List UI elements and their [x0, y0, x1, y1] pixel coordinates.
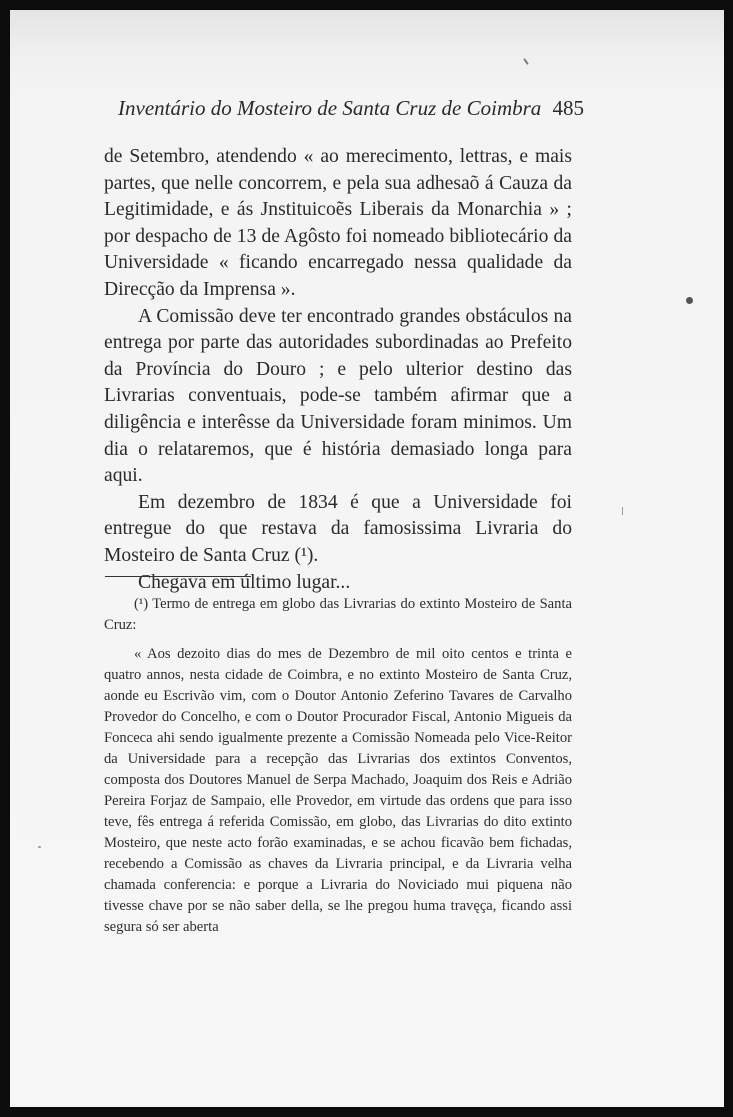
scan-speck: [686, 297, 693, 304]
page-number: 485: [552, 96, 584, 120]
scan-speck: [622, 507, 623, 515]
paragraph: Em dezembro de 1834 é que a Universidade foi entregue do que restava da famosissima Livraria do Mosteiro de Santa Cruz (¹).: [104, 491, 572, 566]
paragraph: A Comissão deve ter encontrado grandes obstáculos na entrega por parte das autoridades subordinadas ao Prefeito da Província do Douro ; e pelo ulterior destino das Livrarias conventuais, pode-se também afirmar que a diligência e interêsse da Universidade foram minimos. Um dia o relataremos, que é história demasiado longa para aqui.: [104, 305, 572, 487]
running-header: [118, 96, 584, 121]
running-title: Inventário do Mosteiro de Santa Cruz de Coimbra: [118, 96, 542, 120]
footnote-divider: [105, 576, 251, 577]
scan-speck: [523, 58, 529, 65]
main-text: [104, 144, 572, 596]
footnotes: [104, 594, 572, 938]
footnote-intro: (¹) Termo de entrega em globo das Livrarias do extinto Mosteiro de Santa Cruz:: [104, 596, 572, 633]
paragraph: Chegava em último lugar...: [138, 571, 351, 593]
scan-speck: [38, 846, 41, 848]
paragraph-continuation: de Setembro, atendendo « ao merecimento, lettras, e mais partes, que nelle concorrem, e pela sua adhesaõ á Cauza da Legitimidade, e ás Jnstituicoẽs Liberais da Monarchia » ; por despacho de 13 de Agôsto foi nomeado bibliotecário da Universidade « ficando encarregado nessa qualidade da Direcção da Imprensa ».: [104, 146, 572, 300]
book-page: [10, 10, 724, 1107]
footnote-quote: « Aos dezoito dias do mes de Dezembro de mil oito centos e trinta e quatro annos, nesta cidade de Coimbra, e no extinto Mosteiro de Santa Cruz, aonde eu Escrivão vim, com o Doutor Antonio Zeferino Tavares de Carvalho Provedor do Concelho, e com o Doutor Procurador Fiscal, Antonio Migueis da Fonceca ahi sendo igualmente prezente a Comissão Nomeada pelo Vice-Reitor da Universidade para a recepção das Livrarias dos extintos Conventos, composta dos Doutores Manuel de Serpa Machado, Joaquim dos Reis e Adrião Pereira Forjaz de Sampaio, elle Provedor, em virtude das ordens que para isso teve, fês entrega á referida Comissão, em globo, das Livrarias do dito extinto Mosteiro, que neste acto forão examinadas, e se achou ficavão bem fichadas, recebendo a Comissão as chaves da Livraria principal, e da Livraria velha chamada conferencia: e porque a Livraria do Noviciado mui piquena não tivesse chave por se não saber della, se lhe pregou huma travęça, ficando assi segura só ser aberta: [104, 646, 572, 935]
